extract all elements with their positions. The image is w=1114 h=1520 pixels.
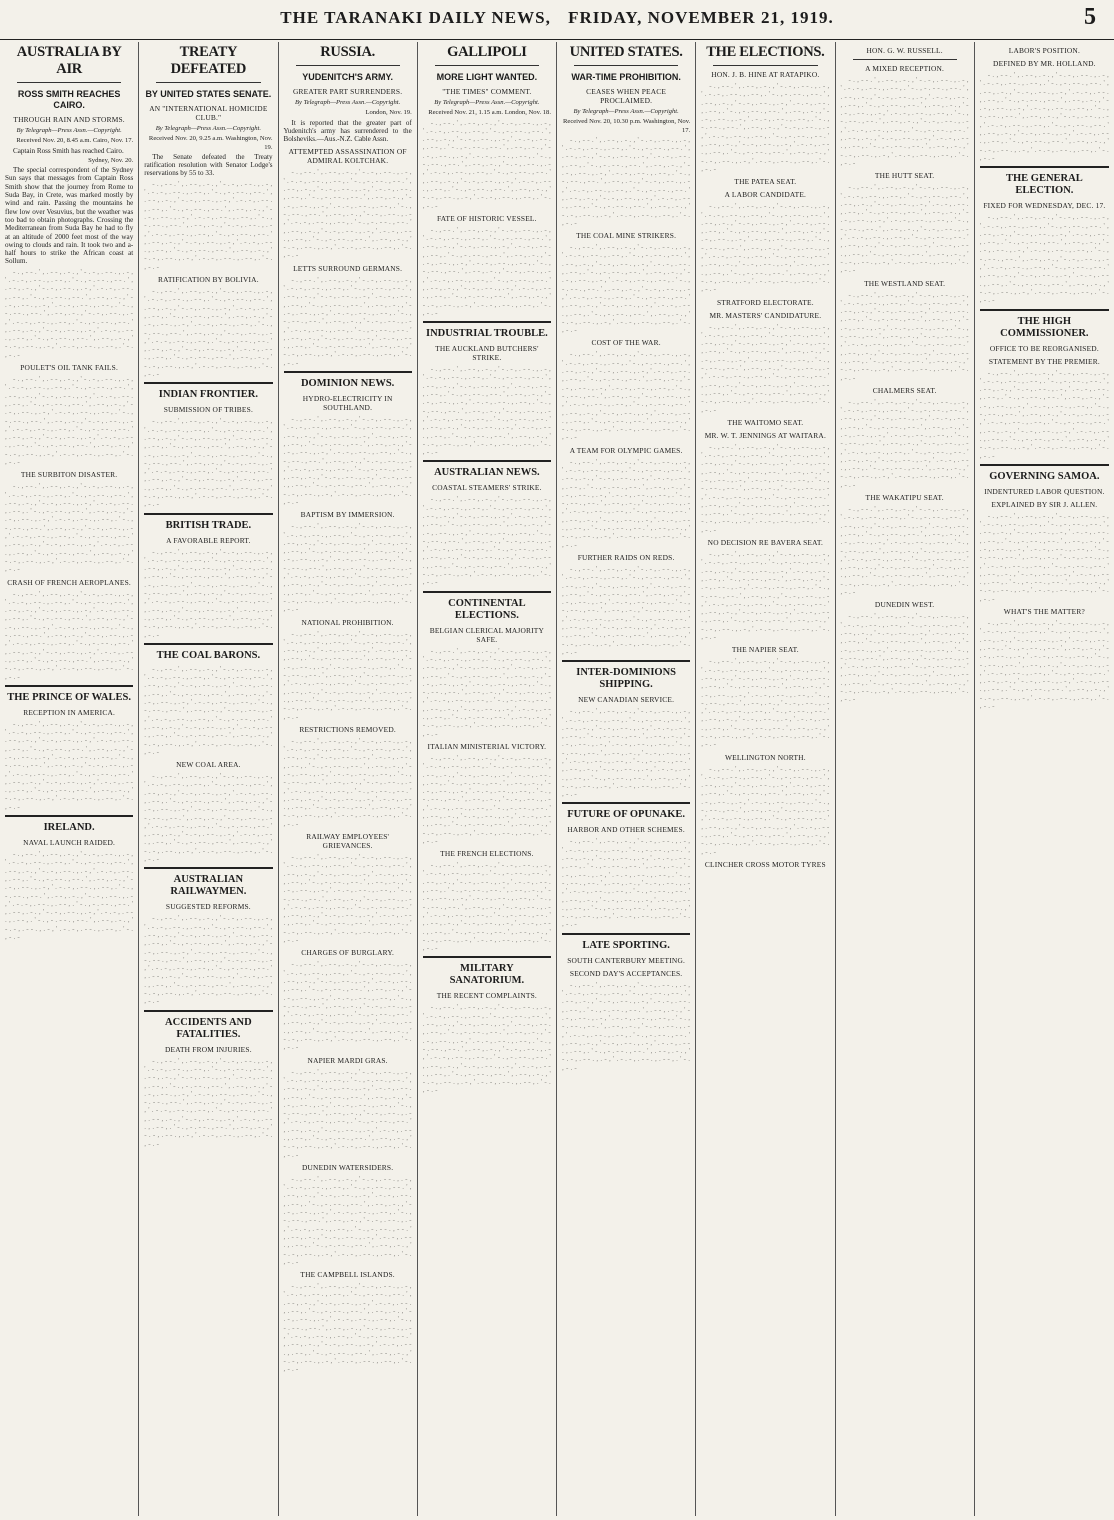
- article-headline: NEW COAL AREA.: [176, 760, 241, 770]
- article-body-text: - . , - - . ' , . - - , . - . , ' - . - , . - - . , . - , ' . - . - , . - - . , . - - , . ' - . , - . - - . , - - . ' , . - - , . - . , ' - . - , . - - . , . - , ' . - . - , . - - . , . - - , . ' - . , - . - - . , - - . ' , . - - , . - . , ' - . - , . - - . , . - , ' . - . - , . - - . , . - - , . ' - . , - . - - . , - - . ' , . - - , . - . , ' - . - , . - - . , . - , ' . - . - , . - - . , . - - , . ' - . , - . - - . , - - . ' , . - - , . - . , ' - . - , . - - . , . - , ' . - . - , . - - . , . - - , . ' - . , - . - - . , - - . ' , . - - , . - . , ' - . - , . - - . , . - , ' . - . - , . - - . , . - - , . ' - . , - . -: [840, 397, 969, 489]
- column-rule: [144, 1010, 272, 1012]
- article-headline: CHALMERS SEAT.: [872, 385, 937, 395]
- article-body-text: - . , - - . ' , . - - , . - . , ' - . - , . - - . , . - , ' . - . - , . - - . , . - - , . ' - . , - . - - . , - - . ' , . - - , . - . , ' - . - , . - - . , . - , ' . - . - , . - - . , . - - , . ' - . , - . - - . , - - . ' , . - - , . - . , ' - . - , . - - . , . - , ' . - . - , . - - . , . - - , . ' - . , - . - - . , - - . ' , . - - , . - . , ' - . - , . - - . , . - , ' . - . - , . - - . , . - - , . ' - . , - . - - . , - - . ' , . - - , . - . , ' - . - , . - - . , . - , ' . - . - , . - - . , . - - , . ' - . , - . - - . , - - . ' , . - - , . - . , ' - . - , . - - . , . - , ' . - . - , . - - . , . - - , . ' - . , - . -: [562, 243, 691, 335]
- article-headline: THE NAPIER SEAT.: [731, 645, 799, 655]
- article-headline: DUNEDIN WEST.: [874, 600, 935, 610]
- article-headline: WAR-TIME PROHIBITION.: [571, 72, 681, 82]
- article-body-text: - . , - - . ' , . - - , . - . , ' - . - , . - - . , . - , ' . - . - , . - - . , . - - , . ' - . , - . - - . , - - . ' , . - - , . - . , ' - . - , . - - . , . - , ' . - . - , . - - . , . - - , . ' - . , - . - - . , - - . ' , . - - , . - . , ' - . - , . - - . , . - , ' . - . - , . - - . , . - - , . ' - . , - . - - . , - - . ' , . - - , . - . , ' - . - , . - - . , . - , ' . - . - , . - - . , . - - , . ' - . , - . - - . , - - . ' , . - - , . - . , ' - . - , . - - . , . - , ' . - . - , . - - . , . - - , . ' - . , - . - - . , - - . ' , . - - , . - . , ' - . - , . - - . , . - , ' . - . - , . - - . , . - - , . ' - . , - . -: [5, 267, 134, 359]
- article-headline: AN "INTERNATIONAL HOMICIDE CLUB.": [149, 104, 268, 122]
- column-rule: [144, 513, 272, 515]
- column-rule: [562, 802, 690, 804]
- news-column-5: [557, 42, 696, 1516]
- column-rule: [423, 956, 551, 958]
- article-body-text: - . , - - . ' , . - - , . - . , ' - . - , . - - . , . - , ' . - . - , . - - . , . - - , . ' - . , - . - - . , - - . ' , . - - , . - . , ' - . - , . - - . , . - , ' . - . - , . - - . , . - - , . ' - . , - . - - . , - - . ' , . - - , . - . , ' - . - , . - - . , . - , ' . - . - , . - - . , . - - , . ' - . , - . - - . , - - . ' , . - - , . - . , ' - . - , . - - . , . - , ' . - . - , . - - . , . - - , . ' - . , - . - - . , - - . ' , . - - , . - . , ' - . - , . - - . , . - , ' . - . - , . - - . , . - - , . ' - . , - . - - . , - - . ' , . - - , . - . , ' - . - , . - - . , . - , ' . - . - , . - - . , . - - , . ' - . , - . -: [701, 82, 830, 173]
- article-body-text: - . , - - . ' , . - - , . - . , ' - . - , . - - . , . - , ' . - . - , . - - . , . - - , . ' - . , - . - - . , - - . ' , . - - , . - . , ' - . - , . - - . , . - , ' . - . - , . - - . , . - - , . ' - . , - . - - . , - - . ' , . - - , . - . , ' - . - , . - - . , . - , ' . - . - , . - - . , . - - , . ' - . , - . - - . , - - . ' , . - - , . - . , ' - . - , . - - . , . - , ' . - . - , . - - . , . - - , . ' - . , - . - - . , - - . ' , . - - , . - . , ' - . - , . - - . , . - , ' . - . - , . - - . , . - - , . ' - . , - . - - . , - - . ' , . - - , . - . , ' - . - , . - - . , . - , ' . - . - , . - - . , . - - , . ' - . , - . -: [144, 772, 273, 864]
- article-headline: THE PRINCE OF WALES.: [7, 691, 131, 703]
- article-headline: THE ELECTIONS.: [706, 44, 825, 60]
- article-headline: DEATH FROM INJURIES.: [165, 1044, 252, 1054]
- article-body-text: - . , - - . ' , . - - , . - . , ' - . - , . - - . , . - , ' . - . - , . - - . , . - - , . ' - . , - . - - . , - - . ' , . - - , . - . , ' - . - , . - - . , . - , ' . - . - , . - - . , . - - , . ' - . , - . - - . , - - . ' , . - - , . - . , ' - . - , . - - . , . - , ' . - . - , . - - . , . - - , . ' - . , - . - - . , - - . ' , . - - , . - . , ' - . - , . - - . , . - , ' . - . - , . - - . , . - - , . ' - . , - . - - . , - - . ' , . - - , . - . , ' - . - , . - - . , . - , ' . - . - , . - - . , . - - , . ' - . , - . - - . , - - . ' , . - - , . - . , ' - . - , . - - . , . - , ' . - . - , . - - . , . - - , . ' - . , - . -: [283, 1067, 412, 1159]
- news-column-6: [696, 42, 835, 1516]
- article-headline: THE HIGH COMMISSIONER.: [1000, 315, 1089, 339]
- news-column-3: [279, 42, 418, 1516]
- article-body-text: - . , - - . ' , . - - , . - . , ' - . - , . - - . , . - , ' . - . - , . - - . , . - - , . ' - . , - . - - . , - - . ' , . - - , . - . , ' - . - , . - - . , . - , ' . - . - , . - - . , . - - , . ' - . , - . - - . , - - . ' , . - - , . - . , ' - . - , . - - . , . - , ' . - . - , . - - . , . - - , . ' - . , - . - - . , - - . ' , . - - , . - . , ' - . - , . - - . , . - , ' . - . - , . - - . , . - - , . ' - . , - . - - . , - - . ' , . - - , . - . , ' - . - , . - - . , . - , ' . - . - , . - - . , . - - , . ' - . , - . - - . , - - . ' , . - - , . - . , ' - . - , . - - . , . - , ' . - . - , . - - . , . - - , . ' - . , - . -: [562, 457, 691, 549]
- article-headline: CONTINENTAL ELECTIONS.: [448, 597, 526, 621]
- article-headline: THE FRENCH ELECTIONS.: [440, 849, 534, 859]
- article-body-text: - . , - - . ' , . - - , . - . , ' - . - , . - - . , . - , ' . - . - , . - - . , . - - , . ' - . , - . - - . , - - . ' , . - - , . - . , ' - . - , . - - . , . - , ' . - . - , . - - . , . - - , . ' - . , - . - - . , - - . ' , . - - , . - . , ' - . - , . - - . , . - , ' . - . - , . - - . , . - - , . ' - . , - . - - . , - - . ' , . - - , . - . , ' - . - , . - - . , . - , ' . - . - , . - - . , . - - , . ' - . , - . - - . , - - . ' , . - - , . - . , ' - . - , . - - . , . - , ' . - . - , . - - . , . - - , . ' - . , - . - - . , - - . ' , . - - , . - . , ' - . - , . - - . , . - , ' . - . - , . - - . , . - - , . ' - . , - . -: [562, 980, 691, 1072]
- article-body-text: - . , - - . ' , . - - , . - . , ' - . - , . - - . , . - , ' . - . - , . - - . , . - - , . ' - . , - . - - . , - - . ' , . - - , . - . , ' - . - , . - - . , . - , ' . - . - , . - - . , . - - , . ' - . , - . - - . , - - . ' , . - - , . - . , ' - . - , . - - . , . - , ' . - . - , . - - . , . - - , . ' - . , - . - - . , - - . ' , . - - , . - . , ' - . - , . - - . , . - , ' . - . - , . - - . , . - - , . ' - . , - . - - . , - - . ' , . - - , . - . , ' - . - , . - - . , . - , ' . - . - , . - - . , . - - , . ' - . , - . - - . , - - . ' , . - - , . - . , ' - . - , . - - . , . - , ' . - . - , . - - . , . - - , . ' - . , - . -: [422, 225, 551, 317]
- byline: By Telegraph—Press Assn.—Copyright.: [155, 125, 261, 132]
- article-headline: ACCIDENTS AND FATALITIES.: [165, 1016, 252, 1040]
- byline: By Telegraph—Press Assn.—Copyright.: [294, 99, 401, 106]
- column-rule: [562, 933, 690, 935]
- article-body-text: - . , - - . ' , . - - , . - . , ' - . - , . - - . , . - , ' . - . - , . - - . , . - - , . ' - . , - . - - . , - - . ' , . - - , . - . , ' - . - , . - - . , . - , ' . - . - , . - - . , . - - , . ' - . , - . - - . , - - . ' , . - - , . - . , ' - . - , . - - . , . - , ' . - . - , . - - . , . - - , . ' - . , - . - - . , - - . ' , . - - , . - . , ' - . - , . - - . , . - , ' . - . - , . - - . , . - - , . ' - . , - . - - . , - - . ' , . - - , . - . , ' - . - , . - - . , . - , ' . - . - , . - - . , . - - , . ' - . , - . - - . , - - . ' , . - - , . - . , ' - . - , . - - . , . - , ' . - . - , . - - . , . - - , . ' - . , - . -: [144, 664, 273, 756]
- article-body-text: - . , - - . ' , . - - , . - . , ' - . - , . - - . , . - , ' . - . - , . - - . , . - - , . ' - . , - . - - . , - - . ' , . - - , . - . , ' - . - , . - - . , . - , ' . - . - , . - - . , . - - , . ' - . , - . - - . , - - . ' , . - - , . - . , ' - . - , . - - . , . - , ' . - . - , . - - . , . - - , . ' - . , - . - - . , - - . ' , . - - , . - . , ' - . - , . - - . , . - , ' . - . - , . - - . , . - - , . ' - . , - . - - . , - - . ' , . - - , . - . , ' - . - , . - - . , . - , ' . - . - , . - - . , . - - , . ' - . , - . - - . , - - . ' , . - - , . - . , ' - . - , . - - . , . - , ' . - . - , . - - . , . - - , . ' - . , - . -: [144, 914, 273, 1006]
- dateline: Received Nov. 21, 1.15 a.m. London, Nov. 18.: [428, 109, 551, 117]
- newspaper-columns: [0, 42, 1114, 1516]
- article-paragraph: The Senate defeated the Treaty ratification resolution with Senator Lodge's reservations by 55 to 33.: [144, 152, 273, 178]
- dateline: Received Nov. 20, 10.30 p.m. Washington, Nov. 17.: [563, 118, 691, 134]
- article-headline: ITALIAN MINISTERIAL VICTORY.: [427, 741, 547, 751]
- article-headline: HARBOR AND OTHER SCHEMES.: [567, 825, 685, 835]
- article-body-text: - . , - - . ' , . - - , . - . , ' - . - , . - - . , . - , ' . - . - , . - - . , . - - , . ' - . , - . - - . , - - . ' , . - - , . - . , ' - . - , . - - . , . - , ' . - . - , . - - . , . - - , . ' - . , - . - - . , - - . ' , . - - , . - . , ' - . - , . - - . , . - , ' . - . - , . - - . , . - - , . ' - . , - . - - . , - - . ' , . - - , . - . , ' - . - , . - - . , . - , ' . - . - , . - - . , . - - , . ' - . , - . - - . , - - . ' , . - - , . - . , ' - . - , . - - . , . - , ' . - . - , . - - . , . - - , . ' - . , - . - - . , - - . ' , . - - , . - . , ' - . - , . - - . , . - , ' . - . - , . - - . , . - - , . ' - . , - . -: [144, 287, 273, 379]
- article-body-text: - . , - - . ' , . - - , . - . , ' - . - , . - - . , . - , ' . - . - , . - - . , . - - , . ' - . , - . - - . , - - . ' , . - - , . - . , ' - . - , . - - . , . - , ' . - . - , . - - . , . - - , . ' - . , - . - - . , - - . ' , . - - , . - . , ' - . - , . - - . , . - , ' . - . - , . - - . , . - - , . ' - . , - . - - . , - - . ' , . - - , . - . , ' - . - , . - - . , . - , ' . - . - , . - - . , . - - , . ' - . , - . - - . , - - . ' , . - - , . - . , ' - . - , . - - . , . - , ' . - . - , . - - . , . - - , . ' - . , - . - - . , - - . ' , . - - , . - . , ' - . - , . - - . , . - , ' . - . - , . - - . , . - - , . ' - . , - . -: [979, 71, 1109, 162]
- article-headline: THE WESTLAND SEAT.: [864, 278, 946, 288]
- article-headline: INDUSTRIAL TROUBLE.: [425, 328, 548, 340]
- news-column-2: [139, 42, 278, 1516]
- article-body-text: - . , - - . ' , . - - , . - . , ' - . - , . - - . , . - , ' . - . - , . - - . , . - - , . ' - . , - . - - . , - - . ' , . - - , . - . , ' - . - , . - - . , . - , ' . - . - , . - - . , . - - , . ' - . , - . - - . , - - . ' , . - - , . - . , ' - . - , . - - . , . - , ' . - . - , . - - . , . - - , . ' - . , - . - - . , - - . ' , . - - , . - . , ' - . - , . - - . , . - , ' . - . - , . - - . , . - - , . ' - . , - . - - . , - - . ' , . - - , . - . , ' - . - , . - - . , . - , ' . - . - , . - - . , . - - , . ' - . , - . - - . , - - . ' , . - - , . - . , ' - . - , . - - . , . - , ' . - . - , . - - . , . - - , . ' - . , - . -: [422, 861, 551, 953]
- masthead-line: [0, 8, 1114, 28]
- article-body-text: - . , - - . ' , . - - , . - . , ' - . - , . - - . , . - , ' . - . - , . - - . , . - - , . ' - . , - . - - . , - - . ' , . - - , . - . , ' - . - , . - - . , . - , ' . - . - , . - - . , . - - , . ' - . , - . - - . , - - . ' , . - - , . - . , ' - . - , . - - . , . - , ' . - . - , . - - . , . - - , . ' - . , - . - - . , - - . ' , . - - , . - . , ' - . - , . - - . , . - , ' . - . - , . - - . , . - - , . ' - . , - . - - . , - - . ' , . - - , . - . , ' - . - , . - - . , . - , ' . - . - , . - - . , . - - , . ' - . , - . - - . , - - . ' , . - - , . - . , ' - . - , . - - . , . - , ' . - . - , . - - . , . - - , . ' - . , - . -: [701, 764, 830, 856]
- article-headline: SUGGESTED REFORMS.: [165, 902, 251, 912]
- article-body-text: - . , - - . ' , . - - , . - . , ' - . - , . - - . , . - , ' . - . - , . - - . , . - - , . ' - . , - . - - . , - - . ' , . - - , . - . , ' - . - , . - - . , . - , ' . - . - , . - - . , . - - , . ' - . , - . - - . , - - . ' , . - - , . - . , ' - . - , . - - . , . - , ' . - . - , . - - . , . - - , . ' - . , - . - - . , - - . ' , . - - , . - . , ' - . - , . - - . , . - , ' . - . - , . - - . , . - - , . ' - . , - . - - . , - - . ' , . - - , . - . , ' - . - , . - - . , . - , ' . - . - , . - - . , . - - , . ' - . , - . - - . , - - . ' , . - - , . - . , ' - . - , . - - . , . - , ' . - . - , . - - . , . - - , . ' - . , - . -: [562, 564, 691, 656]
- column-rule: [713, 65, 817, 66]
- article-headline: FUTURE OF OPUNAKE.: [567, 809, 685, 821]
- article-body-text: - . , - - . ' , . - - , . - . , ' - . - , . - - . , . - , ' . - . - , . - - . , . - - , . ' - . , - . - - . , - - . ' , . - - , . - . , ' - . - , . - - . , . - , ' . - . - , . - - . , . - - , . ' - . , - . - - . , - - . ' , . - - , . - . , ' - . - , . - - . , . - , ' . - . - , . - - . , . - - , . ' - . , - . - - . , - - . ' , . - - , . - . , ' - . - , . - - . , . - , ' . - . - , . - - . , . - - , . ' - . , - . - - . , - - . ' , . - - , . - . , ' - . - , . - - . , . - , ' . - . - , . - - . , . - - , . ' - . , - . - - . , - - . ' , . - - , . - . , ' - . - , . - - . , . - , ' . - . - , . - - . , . - - , . ' - . , - . -: [283, 629, 412, 721]
- dateline: Sydney, Nov. 20.: [88, 156, 134, 164]
- article-headline: BY UNITED STATES SENATE.: [145, 89, 272, 99]
- article-body-text: - . , - - . ' , . - - , . - . , ' - . - , . - - . , . - , ' . - . - , . - - . , . - - , . ' - . , - . - - . , - - . ' , . - - , . - . , ' - . - , . - - . , . - , ' . - . - , . - - . , . - - , . ' - . , - . - - . , - - . ' , . - - , . - . , ' - . - , . - - . , . - , ' . - . - , . - - . , . - - , . ' - . , - . - - . , - - . ' , . - - , . - . , ' - . - , . - - . , . - , ' . - . - , . - - . , . - - , . ' - . , - . - - . , - - . ' , . - - , . - . , ' - . - , . - - . , . - , ' . - . - , . - - . , . - - , . ' - . , - . - - . , - - . ' , . - - , . - . , ' - . - , . - - . , . - , ' . - . - , . - - . , . - - , . ' - . , - . -: [562, 707, 691, 799]
- article-headline: AUSTRALIAN RAILWAYMEN.: [170, 874, 247, 898]
- article-headline: GOVERNING SAMOA.: [989, 470, 1100, 482]
- article-headline: LATE SPORTING.: [582, 939, 670, 951]
- article-headline: SOUTH CANTERBURY MEETING.: [567, 955, 686, 965]
- article-body-text: - . , - - . ' , . - - , . - . , ' - . - , . - - . , . - , ' . - . - , . - - . , . - - , . ' - . , - . - - . , - - . ' , . - - , . - . , ' - . - , . - - . , . - , ' . - . - , . - - . , . - - , . ' - . , - . - - . , - - . ' , . - - , . - . , ' - . - , . - - . , . - , ' . - . - , . - - . , . - - , . ' - . , - . - - . , - - . ' , . - - , . - . , ' - . - , . - - . , . - , ' . - . - , . - - . , . - - , . ' - . , - . - - . , - - . ' , . - - , . - . , ' - . - , . - - . , . - , ' . - . - , . - - . , . - - , . ' - . , - . - - . , - - . ' , . - - , . - . , ' - . - , . - - . , . - , ' . - . - , . - - . , . - - , . ' - . , - . -: [562, 135, 691, 227]
- article-headline: INDIAN FRONTIER.: [158, 389, 258, 401]
- article-headline: A MIXED RECEPTION.: [865, 64, 945, 73]
- article-headline: RAILWAY EMPLOYEES' GRIEVANCES.: [306, 832, 390, 851]
- article-headline: FIXED FOR WEDNESDAY, DEC. 17.: [983, 201, 1106, 211]
- column-rule: [5, 685, 133, 687]
- article-body-text: - . , - - . ' , . - - , . - . , ' - . - , . - - . , . - , ' . - . - , . - - . , . - - , . ' - . , - . - - . , - - . ' , . - - , . - . , ' - . - , . - - . , . - , ' . - . - , . - - . , . - - , . ' - . , - . - - . , - - . ' , . - - , . - . , ' - . - , . - - . , . - , ' . - . - , . - - . , . - - , . ' - . , - . - - . , - - . ' , . - - , . - . , ' - . - , . - - . , . - , ' . - . - , . - - . , . - - , . ' - . , - . - - . , - - . ' , . - - , . - . , ' - . - , . - - . , . - , ' . - . - , . - - . , . - - , . ' - . , - . - - . , - - . ' , . - - , . - . , ' - . - , . - - . , . - , ' . - . - , . - - . , . - - , . ' - . , - . -: [283, 275, 412, 367]
- article-headline: RECEPTION IN AMERICA.: [23, 707, 116, 717]
- article-headline: NEW CANADIAN SERVICE.: [578, 695, 675, 705]
- article-headline: MILITARY SANATORIUM.: [449, 963, 525, 987]
- article-headline: A FAVORABLE REPORT.: [166, 535, 251, 545]
- article-body-text: - . , - - . ' , . - - , . - . , ' - . - , . - - . , . - , ' . - . - , . - - . , . - - , . ' - . , - . - - . , - - . ' , . - - , . - . , ' - . - , . - - . , . - , ' . - . - , . - - . , . - - , . ' - . , - . - - . , - - . ' , . - - , . - . , ' - . - , . - - . , . - , ' . - . - , . - - . , . - - , . ' - . , - . - - . , - - . ' , . - - , . - . , ' - . - , . - - . , . - , ' . - . - , . - - . , . - - , . ' - . , - . - - . , - - . ' , . - - , . - . , ' - . - , . - - . , . - , ' . - . - , . - - . , . - - , . ' - . , - . - - . , - - . ' , . - - , . - . , ' - . - , . - - . , . - , ' . - . - , . - - . , . - - , . ' - . , - . -: [144, 417, 273, 509]
- article-body-text: - . , - - . ' , . - - , . - . , ' - . - , . - - . , . - , ' . - . - , . - - . , . - - , . ' - . , - . - - . , - - . ' , . - - , . - . , ' - . - , . - - . , . - , ' . - . - , . - - . , . - - , . ' - . , - . - - . , - - . ' , . - - , . - . , ' - . - , . - - . , . - , ' . - . - , . - - . , . - - , . ' - . , - . - - . , - - . ' , . - - , . - . , ' - . - , . - - . , . - , ' . - . - , . - - . , . - - , . ' - . , - . - - . , - - . ' , . - - , . - . , ' - . - , . - - . , . - , ' . - . - , . - - . , . - - , . ' - . , - . - - . , - - . ' , . - - , . - . , ' - . - , . - - . , . - , ' . - . - , . - - . , . - - , . ' - . , - . -: [144, 1056, 273, 1148]
- article-body-text: - . , - - . ' , . - - , . - . , ' - . - , . - - . , . - , ' . - . - , . - - . , . - - , . ' - . , - . - - . , - - . ' , . - - , . - . , ' - . - , . - - . , . - , ' . - . - , . - - . , . - - , . ' - . , - . - - . , - - . ' , . - - , . - . , ' - . - , . - - . , . - , ' . - . - , . - - . , . - - , . ' - . , - . - - . , - - . ' , . - - , . - . , ' - . - , . - - . , . - , ' . - . - , . - - . , . - - , . ' - . , - . - - . , - - . ' , . - - , . - . , ' - . - , . - - . , . - , ' . - . - , . - - . , . - - , . ' - . , - . - - . , - - . ' , . - - , . - . , ' - . - , . - - . , . - , ' . - . - , . - - . , . - - , . ' - . , - . -: [283, 1282, 412, 1374]
- article-paragraph: The special correspondent of the Sydney Sun says that messages from Captain Ross Smith show that the journey from Rome to Suda Bay, in Crete, was marked mostly by wind and rain. Passing the mountains he flew low over Vesuvius, but the weather was too bad to obtain photographs. Crossing the Mediterranean from Suda Bay he had to fly at an altitude of 2000 feet most of the way owing to clouds and rain. It took two and a-half hours to strike the African coast at Sollum.: [5, 166, 134, 266]
- article-paragraph: Captain Ross Smith has reached Cairo.: [13, 146, 124, 155]
- article-body-text: - . , - - . ' , . - - , . - . , ' - . - , . - - . , . - , ' . - . - , . - - . , . - - , . ' - . , - . - - . , - - . ' , . - - , . - . , ' - . - , . - - . , . - , ' . - . - , . - - . , . - - , . ' - . , - . - - . , - - . ' , . - - , . - . , ' - . - , . - - . , . - , ' . - . - , . - - . , . - - , . ' - . , - . - - . , - - . ' , . - - , . - . , ' - . - , . - - . , . - , ' . - . - , . - - . , . - - , . ' - . , - . - - . , - - . ' , . - - , . - . , ' - . - , . - - . , . - , ' . - . - , . - - . , . - - , . ' - . , - . - - . , - - . ' , . - - , . - . , ' - . - , . - - . , . - , ' . - . - , . - - . , . - - , . ' - . , - . -: [840, 183, 969, 275]
- article-headline: THROUGH RAIN AND STORMS.: [13, 115, 125, 124]
- article-headline: OFFICE TO BE REORGANISED.: [989, 343, 1099, 353]
- article-body-text: - . , - - . ' , . - - , . - . , ' - . - , . - - . , . - , ' . - . - , . - - . , . - - , . ' - . , - . - - . , - - . ' , . - - , . - . , ' - . - , . - - . , . - , ' . - . - , . - - . , . - - , . ' - . , - . - - . , - - . ' , . - - , . - . , ' - . - , . - - . , . - , ' . - . - , . - - . , . - - , . ' - . , - . - - . , - - . ' , . - - , . - . , ' - . - , . - - . , . - , ' . - . - , . - - . , . - - , . ' - . , - . - - . , - - . ' , . - - , . - . , ' - . - , . - - . , . - , ' . - . - , . - - . , . - - , . ' - . , - . - - . , - - . ' , . - - , . - . , ' - . - , . - - . , . - , ' . - . - , . - - . , . - - , . ' - . , - . -: [5, 375, 134, 466]
- column-rule: [156, 82, 260, 83]
- article-headline: COST OF THE WAR.: [591, 338, 661, 348]
- article-body-text: - . , - - . ' , . - - , . - . , ' - . - , . - - . , . - , ' . - . - , . - - . , . - - , . ' - . , - . - - . , - - . ' , . - - , . - . , ' - . - , . - - . , . - , ' . - . - , . - - . , . - - , . ' - . , - . - - . , - - . ' , . - - , . - . , ' - . - , . - - . , . - , ' . - . - , . - - . , . - - , . ' - . , - . - - . , - - . ' , . - - , . - . , ' - . - , . - - . , . - , ' . - . - , . - - . , . - - , . ' - . , - . - - . , - - . ' , . - - , . - . , ' - . - , . - - . , . - , ' . - . - , . - - . , . - - , . ' - . , - . - - . , - - . ' , . - - , . - . , ' - . - , . - - . , . - , ' . - . - , . - - . , . - - , . ' - . , - . -: [840, 612, 969, 704]
- article-headline: POULET'S OIL TANK FAILS.: [20, 363, 119, 373]
- article-body-text: - . , - - . ' , . - - , . - . , ' - . - , . - - . , . - , ' . - . - , . - - . , . - - , . ' - . , - . - - . , - - . ' , . - - , . - . , ' - . - , . - - . , . - , ' . - . - , . - - . , . - - , . ' - . , - . - - . , - - . ' , . - - , . - . , ' - . - , . - - . , . - , ' . - . - , . - - . , . - - , . ' - . , - . - - . , - - . ' , . - - , . - . , ' - . - , . - - . , . - , ' . - . - , . - - . , . - - , . ' - . , - . - - . , - - . ' , . - - , . - . , ' - . - , . - - . , . - , ' . - . - , . - - . , . - - , . ' - . , - . - - . , - - . ' , . - - , . - . , ' - . - , . - - . , . - , ' . - . - , . - - . , . - - , . ' - . , - . -: [701, 657, 830, 749]
- article-body-text: - . , - - . ' , . - - , . - . , ' - . - , . - - . , . - , ' . - . - , . - - . , . - - , . ' - . , - . - - . , - - . ' , . - - , . - . , ' - . - , . - - . , . - , ' . - . - , . - - . , . - - , . ' - . , - . - - . , - - . ' , . - - , . - . , ' - . - , . - - . , . - , ' . - . - , . - - . , . - - , . ' - . , - . - - . , - - . ' , . - - , . - . , ' - . - , . - - . , . - , ' . - . - , . - - . , . - - , . ' - . , - . - - . , - - . ' , . - - , . - . , ' - . - , . - - . , . - , ' . - . - , . - - . , . - - , . ' - . , - . - - . , - - . ' , . - - , . - . , ' - . - , . - - . , . - , ' . - . - , . - - . , . - - , . ' - . , - . -: [422, 365, 551, 457]
- article-headline: WELLINGTON NORTH.: [724, 752, 806, 762]
- article-headline: ROSS SMITH REACHES CAIRO.: [17, 89, 121, 110]
- article-headline: THE WAITOMO SEAT.: [727, 417, 804, 427]
- article-headline: FATE OF HISTORIC VESSEL.: [437, 213, 537, 223]
- article-headline: RATIFICATION BY BOLIVIA.: [157, 275, 259, 285]
- article-headline: BRITISH TRADE.: [165, 519, 252, 531]
- column-rule: [980, 309, 1109, 311]
- article-body-text: - . , - - . ' , . - - , . - . , ' - . - , . - - . , . - , ' . - . - , . - - . , . - - , . ' - . , - . - - . , - - . ' , . - - , . - . , ' - . - , . - - . , . - , ' . - . - , . - - . , . - - , . ' - . , - . - - . , - - . ' , . - - , . - . , ' - . - , . - - . , . - , ' . - . - , . - - . , . - - , . ' - . , - . - - . , - - . ' , . - - , . - . , ' - . - , . - - . , . - , ' . - . - , . - - . , . - - , . ' - . , - . - - . , - - . ' , . - - , . - . , ' - . - , . - - . , . - , ' . - . - , . - - . , . - - , . ' - . , - . - - . , - - . ' , . - - , . - . , ' - . - , . - - . , . - , ' . - . - , . - - . , . - - , . ' - . , - . -: [701, 550, 830, 642]
- article-body-text: - . , - - . ' , . - - , . - . , ' - . - , . - - . , . - , ' . - . - , . - - . , . - - , . ' - . , - . - - . , - - . ' , . - - , . - . , ' - . - , . - - . , . - , ' . - . - , . - - . , . - - , . ' - . , - . - - . , - - . ' , . - - , . - . , ' - . - , . - - . , . - , ' . - . - , . - - . , . - - , . ' - . , - . - - . , - - . ' , . - - , . - . , ' - . - , . - - . , . - , ' . - . - , . - - . , . - - , . ' - . , - . - - . , - - . ' , . - - , . - . , ' - . - , . - - . , . - , ' . - . - , . - - . , . - - , . ' - . , - . - - . , - - . ' , . - - , . - . , ' - . - , . - - . , . - , ' . - . - , . - - . , . - - , . ' - . , - . -: [5, 719, 134, 811]
- column-rule: [284, 371, 412, 373]
- article-headline: AUSTRALIA BY AIR: [16, 44, 122, 77]
- article-body-text: - . , - - . ' , . - - , . - . , ' - . - , . - - . , . - , ' . - . - , . - - . , . - - , . ' - . , - . - - . , - - . ' , . - - , . - . , ' - . - , . - - . , . - , ' . - . - , . - - . , . - - , . ' - . , - . - - . , - - . ' , . - - , . - . , ' - . - , . - - . , . - , ' . - . - , . - - . , . - - , . ' - . , - . - - . , - - . ' , . - - , . - . , ' - . - , . - - . , . - , ' . - . - , . - - . , . - - , . ' - . , - . - - . , - - . ' , . - - , . - . , ' - . - , . - - . , . - , ' . - . - , . - - . , . - - , . ' - . , - . - - . , - - . ' , . - - , . - . , ' - . - , . - - . , . - , ' . - . - , . - - . , . - - , . ' - . , - . -: [701, 202, 830, 294]
- article-headline: INTER-DOMINIONS SHIPPING.: [576, 667, 676, 691]
- newspaper-title: THE TARANAKI DAILY NEWS,: [280, 8, 551, 27]
- news-column-1: [0, 42, 139, 1516]
- article-body-text: - . , - - . ' , . - - , . - . , ' - . - , . - - . , . - , ' . - . - , . - - . , . - - , . ' - . , - . - - . , - - . ' , . - - , . - . , ' - . - , . - - . , . - , ' . - . - , . - - . , . - - , . ' - . , - . - - . , - - . ' , . - - , . - . , ' - . - , . - - . , . - , ' . - . - , . - - . , . - - , . ' - . , - . - - . , - - . ' , . - - , . - . , ' - . - , . - - . , . - , ' . - . - , . - - . , . - - , . ' - . , - . - - . , - - . ' , . - - , . - . , ' - . - , . - - . , . - , ' . - . - , . - - . , . - - , . ' - . , - . - - . , - - . ' , . - - , . - . , ' - . - , . - - . , . - , ' . - . - , . - - . , . - - , . ' - . , - . -: [979, 619, 1109, 711]
- byline: By Telegraph—Press Assn.—Copyright.: [16, 127, 122, 134]
- article-body-text: - . , - - . ' , . - - , . - . , ' - . - , . - - . , . - , ' . - . - , . - - . , . - - , . ' - . , - . - - . , - - . ' , . - - , . - . , ' - . - , . - - . , . - , ' . - . - , . - - . , . - - , . ' - . , - . - - . , - - . ' , . - - , . - . , ' - . - , . - - . , . - , ' . - . - , . - - . , . - - , . ' - . , - . - - . , - - . ' , . - - , . - . , ' - . - , . - - . , . - , ' . - . - , . - - . , . - - , . ' - . , - . - - . , - - . ' , . - - , . - . , ' - . - , . - - . , . - , ' . - . - , . - - . , . - - , . ' - . , - . - - . , - - . ' , . - - , . - . , ' - . - , . - - . , . - , ' . - . - , . - - . , . - - , . ' - . , - . -: [283, 853, 412, 945]
- article-headline: THE SURBITON DISASTER.: [20, 470, 118, 480]
- article-headline: SUBMISSION OF TRIBES.: [163, 405, 254, 415]
- news-column-7: [836, 42, 975, 1516]
- column-rule: [423, 321, 551, 323]
- article-headline: EXPLAINED BY SIR J. ALLEN.: [991, 499, 1098, 509]
- article-body-text: - . , - - . ' , . - - , . - . , ' - . - , . - - . , . - , ' . - . - , . - - . , . - - , . ' - . , - . - - . , - - . ' , . - - , . - . , ' - . - , . - - . , . - , ' . - . - , . - - . , . - - , . ' - . , - . - - . , - - . ' , . - - , . - . , ' - . - , . - - . , . - , ' . - . - , . - - . , . - - , . ' - . , - . - - . , - - . ' , . - - , . - . , ' - . - , . - - . , . - , ' . - . - , . - - . , . - - , . ' - . , - . - - . , - - . ' , . - - , . - . , ' - . - , . - - . , . - , ' . - . - , . - - . , . - - , . ' - . , - . - - . , - - . ' , . - - , . - . , ' - . - , . - - . , . - , ' . - . - , . - - . , . - - , . ' - . , - . -: [283, 1174, 412, 1266]
- article-headline: THE COAL MINE STRIKERS.: [576, 231, 677, 241]
- article-headline: NAVAL LAUNCH RAIDED.: [23, 838, 116, 848]
- article-headline: NATIONAL PROHIBITION.: [301, 617, 394, 627]
- column-rule: [435, 65, 539, 66]
- article-headline: LETTS SURROUND GERMANS.: [293, 263, 403, 273]
- article-headline: THE AUCKLAND BUTCHERS' STRIKE.: [435, 344, 539, 363]
- article-headline: THE CAMPBELL ISLANDS.: [300, 1270, 395, 1280]
- article-headline: MR. W. T. JENNINGS AT WAITARA.: [704, 430, 827, 440]
- article-body-text: - . , - - . ' , . - - , . - . , ' - . - , . - - . , . - , ' . - . - , . - - . , . - - , . ' - . , - . - - . , - - . ' , . - - , . - . , ' - . - , . - - . , . - , ' . - . - , . - - . , . - - , . ' - . , - . - - . , - - . ' , . - - , . - . , ' - . - , . - - . , . - , ' . - . - , . - - . , . - - , . ' - . , - . - - . , - - . ' , . - - , . - . , ' - . - , . - - . , . - , ' . - . - , . - - . , . - - , . ' - . , - . - - . , - - . ' , . - - , . - . , ' - . - , . - - . , . - , ' . - . - , . - - . , . - - , . ' - . , - . - - . , - - . ' , . - - , . - . , ' - . - , . - - . , . - , ' . - . - , . - - . , . - - , . ' - . , - . -: [979, 511, 1109, 603]
- article-headline: NO DECISION RE BAVERA SEAT.: [707, 538, 824, 548]
- article-body-text: - . , - - . ' , . - - , . - . , ' - . - , . - - . , . - , ' . - . - , . - - . , . - - , . ' - . , - . - - . , - - . ' , . - - , . - . , ' - . - , . - - . , . - , ' . - . - , . - - . , . - - , . ' - . , - . - - . , - - . ' , . - - , . - . , ' - . - , . - - . , . - , ' . - . - , . - - . , . - - , . ' - . , - . - - . , - - . ' , . - - , . - . , ' - . - , . - - . , . - , ' . - . - , . - - . , . - - , . ' - . , - . - - . , - - . ' , . - - , . - . , ' - . - , . - - . , . - , ' . - . - , . - - . , . - - , . ' - . , - . - - . , - - . ' , . - - , . - . , ' - . - , . - - . , . - , ' . - . - , . - - . , . - - , . ' - . , - . -: [283, 415, 412, 506]
- article-headline: GALLIPOLI: [447, 44, 527, 60]
- column-rule: [17, 82, 121, 83]
- column-rule: [144, 643, 272, 645]
- article-body-text: - . , - - . ' , . - - , . - . , ' - . - , . - - . , . - , ' . - . - , . - - . , . - - , . ' - . , - . - - . , - - . ' , . - - , . - . , ' - . - , . - - . , . - , ' . - . - , . - - . , . - - , . ' - . , - . - - . , - - . ' , . - - , . - . , ' - . - , . - - . , . - , ' . - . - , . - - . , . - - , . ' - . , - . - - . , - - . ' , . - - , . - . , ' - . - , . - - . , . - , ' . - . - , . - - . , . - - , . ' - . , - . - - . , - - . ' , . - - , . - . , ' - . - , . - - . , . - , ' . - . - , . - - . , . - - , . ' - . , - . - - . , - - . ' , . - - , . - . , ' - . - , . - - . , . - , ' . - . - , . - - . , . - - , . ' - . , - . -: [144, 179, 273, 271]
- article-headline: LABOR'S POSITION.: [1008, 46, 1080, 55]
- byline: By Telegraph—Press Assn.—Copyright.: [573, 108, 679, 115]
- issue-date: FRIDAY, NOVEMBER 21, 1919.: [568, 8, 834, 27]
- article-headline: THE HUTT SEAT.: [874, 171, 935, 181]
- article-body-text: - . , - - . ' , . - - , . - . , ' - . - , . - - . , . - , ' . - . - , . - - . , . - - , . ' - . , - . - - . , - - . ' , . - - , . - . , ' - . - , . - - . , . - , ' . - . - , . - - . , . - - , . ' - . , - . - - . , - - . ' , . - - , . - . , ' - . - , . - - . , . - , ' . - . - , . - - . , . - - , . ' - . , - . - - . , - - . ' , . - - , . - . , ' - . - , . - - . , . - , ' . - . - , . - - . , . - - , . ' - . , - . - - . , - - . ' , . - - , . - . , ' - . - , . - - . , . - , ' . - . - , . - - . , . - - , . ' - . , - . - - . , - - . ' , . - - , . - . , ' - . - , . - - . , . - , ' . - . - , . - - . , . - - , . ' - . , - . -: [422, 118, 551, 210]
- article-headline: TREATY DEFEATED: [170, 44, 247, 77]
- article-headline: HON. G. W. RUSSELL.: [866, 46, 943, 55]
- article-headline: CHARGES OF BURGLARY.: [301, 948, 395, 958]
- article-body-text: - . , - - . ' , . - - , . - . , ' - . - , . - - . , . - , ' . - . - , . - - . , . - - , . ' - . , - . - - . , - - . ' , . - - , . - . , ' - . - , . - - . , . - , ' . - . - , . - - . , . - - , . ' - . , - . - - . , - - . ' , . - - , . - . , ' - . - , . - - . , . - , ' . - . - , . - - . , . - - , . ' - . , - . - - . , - - . ' , . - - , . - . , ' - . - , . - - . , . - , ' . - . - , . - - . , . - - , . ' - . , - . - - . , - - . ' , . - - , . - . , ' - . - , . - - . , . - , ' . - . - , . - - . , . - - , . ' - . , - . - - . , - - . ' , . - - , . - . , ' - . - , . - - . , . - , ' . - . - , . - - . , . - - , . ' - . , - . -: [283, 736, 412, 828]
- column-rule: [562, 660, 690, 662]
- article-headline: BELGIAN CLERICAL MAJORITY SAFE.: [429, 625, 545, 644]
- article-body-text: - . , - - . ' , . - - , . - . , ' - . - , . - - . , . - , ' . - . - , . - - . , . - - , . ' - . , - . - - . , - - . ' , . - - , . - . , ' - . - , . - - . , . - , ' . - . - , . - - . , . - - , . ' - . , - . - - . , - - . ' , . - - , . - . , ' - . - , . - - . , . - , ' . - . - , . - - . , . - - , . ' - . , - . - - . , - - . ' , . - - , . - . , ' - . - , . - - . , . - , ' . - . - , . - - . , . - - , . ' - . , - . - - . , - - . ' , . - - , . - . , ' - . - , . - - . , . - , ' . - . - , . - - . , . - - , . ' - . , - . - - . , - - . ' , . - - , . - . , ' - . - , . - - . , . - , ' . - . - , . - - . , . - - , . ' - . , - . -: [5, 589, 134, 681]
- article-headline: MR. MASTERS' CANDIDATURE.: [709, 310, 822, 320]
- article-headline: THE GENERAL ELECTION.: [1006, 173, 1083, 197]
- article-body-text: - . , - - . ' , . - - , . - . , ' - . - , . - - . , . - , ' . - . - , . - - . , . - - , . ' - . , - . - - . , - - . ' , . - - , . - . , ' - . - , . - - . , . - , ' . - . - , . - - . , . - - , . ' - . , - . - - . , - - . ' , . - - , . - . , ' - . - , . - - . , . - , ' . - . - , . - - . , . - - , . ' - . , - . - - . , - - . ' , . - - , . - . , ' - . - , . - - . , . - , ' . - . - , . - - . , . - - , . ' - . , - . - - . , - - . ' , . - - , . - . , ' - . - , . - - . , . - , ' . - . - , . - - . , . - - , . ' - . , - . - - . , - - . ' , . - - , . - . , ' - . - , . - - . , . - , ' . - . - , . - - . , . - - , . ' - . , - . -: [422, 646, 551, 738]
- page-number: 5: [1084, 4, 1096, 30]
- dateline: London, Nov. 19.: [365, 109, 412, 117]
- article-headline: STATEMENT BY THE PREMIER.: [988, 356, 1100, 366]
- article-headline: MORE LIGHT WANTED.: [436, 72, 538, 82]
- article-body-text: - . , - - . ' , . - - , . - . , ' - . - , . - - . , . - , ' . - . - , . - - . , . - - , . ' - . , - . - - . , - - . ' , . - - , . - . , ' - . - , . - - . , . - , ' . - . - , . - - . , . - - , . ' - . , - . - - . , - - . ' , . - - , . - . , ' - . - , . - - . , . - , ' . - . - , . - - . , . - - , . ' - . , - . - - . , - - . ' , . - - , . - . , ' - . - , . - - . , . - , ' . - . - , . - - . , . - - , . ' - . , - . - - . , - - . ' , . - - , . - . , ' - . - , . - - . , . - , ' . - . - , . - - . , . - - , . ' - . , - . - - . , - - . ' , . - - , . - . , ' - . - , . - - . , . - , ' . - . - , . - - . , . - - , . ' - . , - . -: [5, 482, 134, 574]
- article-paragraph: It is reported that the greater part of Yudenitch's army has surrendered to the Bolsheviks.—Aus.-N.Z. Cable Assn.: [283, 118, 412, 144]
- article-body-text: - . , - - . ' , . - - , . - . , ' - . - , . - - . , . - , ' . - . - , . - - . , . - - , . ' - . , - . - - . , - - . ' , . - - , . - . , ' - . - , . - - . , . - , ' . - . - , . - - . , . - - , . ' - . , - . - - . , - - . ' , . - - , . - . , ' - . - , . - - . , . - , ' . - . - , . - - . , . - - , . ' - . , - . - - . , - - . ' , . - - , . - . , ' - . - , . - - . , . - , ' . - . - , . - - . , . - - , . ' - . , - . - - . , - - . ' , . - - , . - . , ' - . - , . - - . , . - , ' . - . - , . - - . , . - - , . ' - . , - . - - . , - - . ' , . - - , . - . , ' - . - , . - - . , . - , ' . - . - , . - - . , . - - , . ' - . , - . -: [562, 837, 691, 929]
- column-rule: [980, 166, 1109, 168]
- article-headline: HON. J. B. HINE AT RATAPIKO.: [711, 70, 820, 79]
- article-body-text: - . , - - . ' , . - - , . - . , ' - . - , . - - . , . - , ' . - . - , . - - . , . - - , . ' - . , - . - - . , - - . ' , . - - , . - . , ' - . - , . - - . , . - , ' . - . - , . - - . , . - - , . ' - . , - . - - . , - - . ' , . - - , . - . , ' - . - , . - - . , . - , ' . - . - , . - - . , . - - , . ' - . , - . - - . , - - . ' , . - - , . - . , ' - . - , . - - . , . - , ' . - . - , . - - . , . - - , . ' - . , - . - - . , - - . ' , . - - , . - . , ' - . - , . - - . , . - , ' . - . - , . - - . , . - - , . ' - . , - . - - . , - - . ' , . - - , . - . , ' - . - , . - - . , . - , ' . - . - , . - - . , . - - , . ' - . , - . -: [283, 960, 412, 1052]
- article-headline: AUSTRALIAN NEWS.: [434, 467, 540, 479]
- article-headline: INDENTURED LABOR QUESTION.: [984, 486, 1105, 496]
- article-body-text: - . , - - . ' , . - - , . - . , ' - . - , . - - . , . - , ' . - . - , . - - . , . - - , . ' - . , - . - - . , - - . ' , . - - , . - . , ' - . - , . - - . , . - , ' . - . - , . - - . , . - - , . ' - . , - . - - . , - - . ' , . - - , . - . , ' - . - , . - - . , . - , ' . - . - , . - - . , . - - , . ' - . , - . - - . , - - . ' , . - - , . - . , ' - . - , . - - . , . - , ' . - . - , . - - . , . - - , . ' - . , - . - - . , - - . ' , . - - , . - . , ' - . - , . - - . , . - , ' . - . - , . - - . , . - - , . ' - . , - . - - . , - - . ' , . - - , . - . , ' - . - , . - - . , . - , ' . - . - , . - - . , . - - , . ' - . , - . -: [701, 442, 830, 534]
- article-body-text: - . , - - . ' , . - - , . - . , ' - . - , . - - . , . - , ' . - . - , . - - . , . - - , . ' - . , - . - - . , - - . ' , . - - , . - . , ' - . - , . - - . , . - , ' . - . - , . - - . , . - - , . ' - . , - . - - . , - - . ' , . - - , . - . , ' - . - , . - - . , . - , ' . - . - , . - - . , . - - , . ' - . , - . - - . , - - . ' , . - - , . - . , ' - . - , . - - . , . - , ' . - . - , . - - . , . - - , . ' - . , - . - - . , - - . ' , . - - , . - . , ' - . - , . - - . , . - , ' . - . - , . - - . , . - - , . ' - . , - . - - . , - - . ' , . - - , . - . , ' - . - , . - - . , . - , ' . - . - , . - - . , . - - , . ' - . , - . -: [840, 290, 969, 382]
- column-rule: [144, 867, 272, 869]
- article-headline: YUDENITCH'S ARMY.: [302, 72, 394, 82]
- dateline: Received Nov. 20, 9.25 a.m. Washington, Nov. 19.: [148, 135, 273, 151]
- article-headline: ATTEMPTED ASSASSINATION OF ADMIRAL KOLTCHAK.: [288, 147, 407, 166]
- article-headline: A LABOR CANDIDATE.: [724, 190, 807, 200]
- article-body-text: - . , - - . ' , . - - , . - . , ' - . - , . - - . , . - , ' . - . - , . - - . , . - - , . ' - . , - . - - . , - - . ' , . - - , . - . , ' - . - , . - - . , . - , ' . - . - , . - - . , . - - , . ' - . , - . - - . , - - . ' , . - - , . - . , ' - . - , . - - . , . - , ' . - . - , . - - . , . - - , . ' - . , - . - - . , - - . ' , . - - , . - . , ' - . - , . - - . , . - , ' . - . - , . - - . , . - - , . ' - . , - . - - . , - - . ' , . - - , . - . , ' - . - , . - - . , . - , ' . - . - , . - - . , . - - , . ' - . , - . - - . , - - . ' , . - - , . - . , ' - . - , . - - . , . - , ' . - . - , . - - . , . - - , . ' - . , - . -: [979, 213, 1109, 305]
- article-headline: FURTHER RAIDS ON REDS.: [577, 552, 675, 562]
- column-rule: [144, 382, 272, 384]
- article-body-text: - . , - - . ' , . - - , . - . , ' - . - , . - - . , . - , ' . - . - , . - - . , . - - , . ' - . , - . - - . , - - . ' , . - - , . - . , ' - . - , . - - . , . - , ' . - . - , . - - . , . - - , . ' - . , - . - - . , - - . ' , . - - , . - . , ' - . - , . - - . , . - , ' . - . - , . - - . , . - - , . ' - . , - . - - . , - - . ' , . - - , . - . , ' - . - , . - - . , . - , ' . - . - , . - - . , . - - , . ' - . , - . - - . , - - . ' , . - - , . - . , ' - . - , . - - . , . - , ' . - . - , . - - . , . - - , . ' - . , - . - - . , - - . ' , . - - , . - . , ' - . - , . - - . , . - , ' . - . - , . - - . , . - - , . ' - . , - . -: [422, 753, 551, 845]
- article-headline: THE WAKATIPU SEAT.: [865, 493, 944, 503]
- article-headline: CLINCHER CROSS MOTOR TYRES: [704, 859, 826, 869]
- article-headline: UNITED STATES.: [569, 44, 683, 60]
- column-rule: [5, 815, 133, 817]
- article-headline: THE RECENT COMPLAINTS.: [436, 991, 537, 1001]
- article-headline: BAPTISM BY IMMERSION.: [300, 510, 395, 520]
- masthead: [0, 0, 1114, 40]
- news-column-8: [975, 42, 1114, 1516]
- article-headline: DOMINION NEWS.: [300, 378, 395, 390]
- column-rule: [296, 65, 400, 66]
- article-headline: NAPIER MARDI GRAS.: [307, 1055, 388, 1065]
- article-headline: SECOND DAY'S ACCEPTANCES.: [569, 968, 683, 978]
- article-body-text: - . , - - . ' , . - - , . - . , ' - . - , . - - . , . - , ' . - . - , . - - . , . - - , . ' - . , - . - - . , - - . ' , . - - , . - . , ' - . - , . - - . , . - , ' . - . - , . - - . , . - - , . ' - . , - . - - . , - - . ' , . - - , . - . , ' - . - , . - - . , . - , ' . - . - , . - - . , . - - , . ' - . , - . - - . , - - . ' , . - - , . - . , ' - . - , . - - . , . - , ' . - . - , . - - . , . - - , . ' - . , - . - - . , - - . ' , . - - , . - . , ' - . - , . - - . , . - , ' . - . - , . - - . , . - - , . ' - . , - . - - . , - - . ' , . - - , . - . , ' - . - , . - - . , . - , ' . - . - , . - - . , . - - , . ' - . , - . -: [840, 76, 969, 167]
- article-body-text: - . , - - . ' , . - - , . - . , ' - . - , . - - . , . - , ' . - . - , . - - . , . - - , . ' - . , - . - - . , - - . ' , . - - , . - . , ' - . - , . - - . , . - , ' . - . - , . - - . , . - - , . ' - . , - . - - . , - - . ' , . - - , . - . , ' - . - , . - - . , . - , ' . - . - , . - - . , . - - , . ' - . , - . - - . , - - . ' , . - - , . - . , ' - . - , . - - . , . - , ' . - . - , . - - . , . - - , . ' - . , - . - - . , - - . ' , . - - , . - . , ' - . - , . - - . , . - , ' . - . - , . - - . , . - - , . ' - . , - . - - . , - - . ' , . - - , . - . , ' - . - , . - - . , . - , ' . - . - , . - - . , . - - , . ' - . , - . -: [283, 168, 412, 260]
- article-body-text: - . , - - . ' , . - - , . - . , ' - . - , . - - . , . - , ' . - . - , . - - . , . - - , . ' - . , - . - - . , - - . ' , . - - , . - . , ' - . - , . - - . , . - , ' . - . - , . - - . , . - - , . ' - . , - . - - . , - - . ' , . - - , . - . , ' - . - , . - - . , . - , ' . - . - , . - - . , . - - , . ' - . , - . - - . , - - . ' , . - - , . - . , ' - . - , . - - . , . - , ' . - . - , . - - . , . - - , . ' - . , - . - - . , - - . ' , . - - , . - . , ' - . - , . - - . , . - , ' . - . - , . - - . , . - - , . ' - . , - . - - . , - - . ' , . - - , . - . , ' - . - , . - - . , . - , ' . - . - , . - - . , . - - , . ' - . , - . -: [144, 547, 273, 639]
- column-rule: [853, 59, 957, 60]
- article-body-text: - . , - - . ' , . - - , . - . , ' - . - , . - - . , . - , ' . - . - , . - - . , . - - , . ' - . , - . - - . , - - . ' , . - - , . - . , ' - . - , . - - . , . - , ' . - . - , . - - . , . - - , . ' - . , - . - - . , - - . ' , . - - , . - . , ' - . - , . - - . , . - , ' . - . - , . - - . , . - - , . ' - . , - . - - . , - - . ' , . - - , . - . , ' - . - , . - - . , . - , ' . - . - , . - - . , . - - , . ' - . , - . - - . , - - . ' , . - - , . - . , ' - . - , . - - . , . - , ' . - . - , . - - . , . - - , . ' - . , - . - - . , - - . ' , . - - , . - . , ' - . - , . - - . , . - , ' . - . - , . - - . , . - - , . ' - . , - . -: [422, 1003, 551, 1095]
- article-headline: CEASES WHEN PEACE PROCLAIMED.: [586, 87, 667, 105]
- article-headline: RUSSIA.: [320, 44, 375, 60]
- article-body-text: - . , - - . ' , . - - , . - . , ' - . - , . - - . , . - , ' . - . - , . - - . , . - - , . ' - . , - . - - . , - - . ' , . - - , . - . , ' - . - , . - - . , . - , ' . - . - , . - - . , . - - , . ' - . , - . - - . , - - . ' , . - - , . - . , ' - . - , . - - . , . - , ' . - . - , . - - . , . - - , . ' - . , - . - - . , - - . ' , . - - , . - . , ' - . - , . - - . , . - , ' . - . - , . - - . , . - - , . ' - . , - . - - . , - - . ' , . - - , . - . , ' - . - , . - - . , . - , ' . - . - , . - - . , . - - , . ' - . , - . - - . , - - . ' , . - - , . - . , ' - . - , . - - . , . - , ' . - . - , . - - . , . - - , . ' - . , - . -: [562, 350, 691, 442]
- article-headline: THE COAL BARONS.: [156, 649, 261, 661]
- article-headline: STRATFORD ELECTORATE.: [716, 297, 814, 307]
- article-body-text: - . , - - . ' , . - - , . - . , ' - . - , . - - . , . - , ' . - . - , . - - . , . - - , . ' - . , - . - - . , - - . ' , . - - , . - . , ' - . - , . - - . , . - , ' . - . - , . - - . , . - - , . ' - . , - . - - . , - - . ' , . - - , . - . , ' - . - , . - - . , . - , ' . - . - , . - - . , . - - , . ' - . , - . - - . , - - . ' , . - - , . - . , ' - . - , . - - . , . - , ' . - . - , . - - . , . - - , . ' - . , - . - - . , - - . ' , . - - , . - . , ' - . - , . - - . , . - , ' . - . - , . - - . , . - - , . ' - . , - . - - . , - - . ' , . - - , . - . , ' - . - , . - - . , . - , ' . - . - , . - - . , . - - , . ' - . , - . -: [979, 368, 1109, 460]
- news-column-4: [418, 42, 557, 1516]
- column-rule: [423, 460, 551, 462]
- article-headline: "THE TIMES" COMMENT.: [442, 87, 532, 96]
- article-headline: RESTRICTIONS REMOVED.: [299, 724, 396, 734]
- dateline: Received Nov. 20, 8.45 a.m. Cairo, Nov. 17.: [16, 137, 134, 145]
- article-body-text: - . , - - . ' , . - - , . - . , ' - . - , . - - . , . - , ' . - . - , . - - . , . - - , . ' - . , - . - - . , - - . ' , . - - , . - . , ' - . - , . - - . , . - , ' . - . - , . - - . , . - - , . ' - . , - . - - . , - - . ' , . - - , . - . , ' - . - , . - - . , . - , ' . - . - , . - - . , . - - , . ' - . , - . - - . , - - . ' , . - - , . - . , ' - . - , . - - . , . - , ' . - . - , . - - . , . - - , . ' - . , - . - - . , - - . ' , . - - , . - . , ' - . - , . - - . , . - , ' . - . - , . - - . , . - - , . ' - . , - . - - . , - - . ' , . - - , . - . , ' - . - , . - - . , . - , ' . - . - , . - - . , . - - , . ' - . , - . -: [422, 495, 551, 587]
- article-headline: IRELAND.: [43, 822, 95, 834]
- article-headline: DUNEDIN WATERSIDERS.: [301, 1162, 394, 1172]
- article-body-text: - . , - - . ' , . - - , . - . , ' - . - , . - - . , . - , ' . - . - , . - - . , . - - , . ' - . , - . - - . , - - . ' , . - - , . - . , ' - . - , . - - . , . - , ' . - . - , . - - . , . - - , . ' - . , - . - - . , - - . ' , . - - , . - . , ' - . - , . - - . , . - , ' . - . - , . - - . , . - - , . ' - . , - . - - . , - - . ' , . - - , . - . , ' - . - , . - - . , . - , ' . - . - , . - - . , . - - , . ' - . , - . - - . , - - . ' , . - - , . - . , ' - . - , . - - . , . - , ' . - . - , . - - . , . - - , . ' - . , - . - - . , - - . ' , . - - , . - . , ' - . - , . - - . , . - , ' . - . - , . - - . , . - - , . ' - . , - . -: [701, 322, 830, 414]
- article-headline: GREATER PART SURRENDERS.: [292, 87, 403, 96]
- column-rule: [980, 464, 1109, 466]
- article-headline: WHAT'S THE MATTER?: [1003, 607, 1085, 617]
- column-rule: [423, 591, 551, 593]
- article-headline: HYDRO-ELECTRICITY IN SOUTHLAND.: [302, 394, 393, 413]
- article-body-text: - . , - - . ' , . - - , . - . , ' - . - , . - - . , . - , ' . - . - , . - - . , . - - , . ' - . , - . - - . , - - . ' , . - - , . - . , ' - . - , . - - . , . - , ' . - . - , . - - . , . - - , . ' - . , - . - - . , - - . ' , . - - , . - . , ' - . - , . - - . , . - , ' . - . - , . - - . , . - - , . ' - . , - . - - . , - - . ' , . - - , . - . , ' - . - , . - - . , . - , ' . - . - , . - - . , . - - , . ' - . , - . - - . , - - . ' , . - - , . - . , ' - . - , . - - . , . - , ' . - . - , . - - . , . - - , . ' - . , - . - - . , - - . ' , . - - , . - . , ' - . - , . - - . , . - , ' . - . - , . - - . , . - - , . ' - . , - . -: [840, 505, 969, 597]
- column-rule: [574, 65, 678, 66]
- article-headline: THE PATEA SEAT.: [734, 177, 797, 187]
- article-headline: COASTAL STEAMERS' STRIKE.: [432, 483, 542, 493]
- article-body-text: - . , - - . ' , . - - , . - . , ' - . - , . - - . , . - , ' . - . - , . - - . , . - - , . ' - . , - . - - . , - - . ' , . - - , . - . , ' - . - , . - - . , . - , ' . - . - , . - - . , . - - , . ' - . , - . - - . , - - . ' , . - - , . - . , ' - . - , . - - . , . - , ' . - . - , . - - . , . - - , . ' - . , - . - - . , - - . ' , . - - , . - . , ' - . - , . - - . , . - , ' . - . - , . - - . , . - - , . ' - . , - . - - . , - - . ' , . - - , . - . , ' - . - , . - - . , . - , ' . - . - , . - - . , . - - , . ' - . , - . - - . , - - . ' , . - - , . - . , ' - . - , . - - . , . - , ' . - . - , . - - . , . - - , . ' - . , - . -: [5, 850, 134, 942]
- article-headline: A TEAM FOR OLYMPIC GAMES.: [569, 445, 683, 455]
- byline: By Telegraph—Press Assn.—Copyright.: [434, 99, 540, 106]
- article-body-text: - . , - - . ' , . - - , . - . , ' - . - , . - - . , . - , ' . - . - , . - - . , . - - , . ' - . , - . - - . , - - . ' , . - - , . - . , ' - . - , . - - . , . - , ' . - . - , . - - . , . - - , . ' - . , - . - - . , - - . ' , . - - , . - . , ' - . - , . - - . , . - , ' . - . - , . - - . , . - - , . ' - . , - . - - . , - - . ' , . - - , . - . , ' - . - , . - - . , . - , ' . - . - , . - - . , . - - , . ' - . , - . - - . , - - . ' , . - - , . - . , ' - . - , . - - . , . - , ' . - . - , . - - . , . - - , . ' - . , - . - - . , - - . ' , . - - , . - . , ' - . - , . - - . , . - , ' . - . - , . - - . , . - - , . ' - . , - . -: [283, 522, 412, 614]
- article-headline: CRASH OF FRENCH AEROPLANES.: [7, 577, 131, 587]
- article-headline: DEFINED BY MR. HOLLAND.: [993, 59, 1096, 68]
